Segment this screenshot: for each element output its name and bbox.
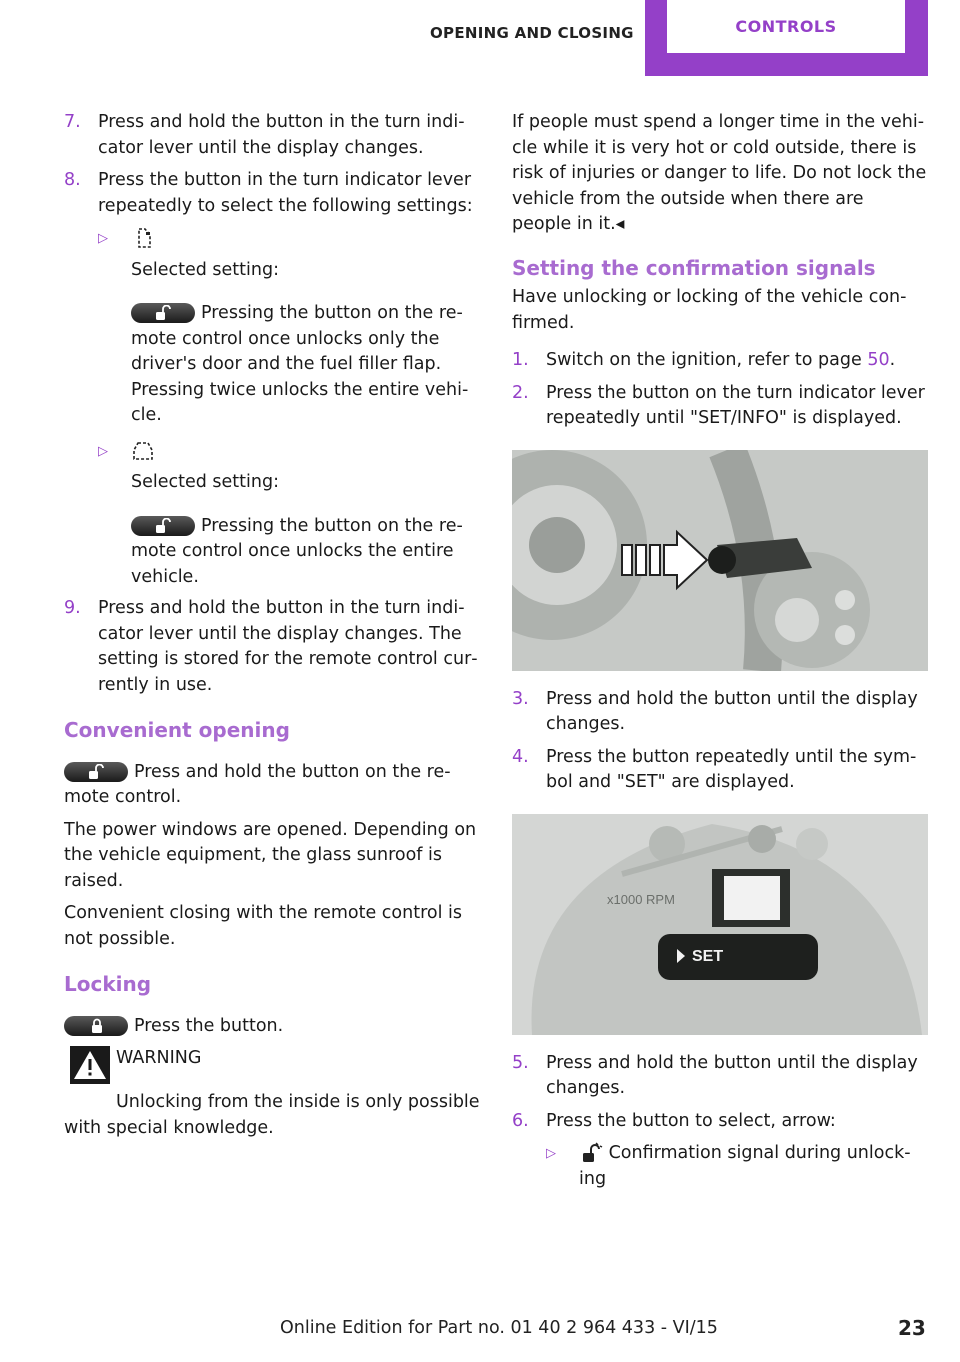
intro-warning-text: If people must spend a longer time in the vehicle while it is very hot or cold outside, there is risk of injuries or danger to life. Do not lock the vehicle from the outside when there are people in it.◂: [512, 112, 927, 234]
step-text: Press and hold the button until the display changes.: [546, 688, 918, 734]
selected-setting-label: Selected setting:: [131, 472, 279, 492]
convenient-opening-heading: Convenient opening: [64, 718, 290, 742]
remote-unlock-key-icon: [131, 516, 195, 536]
section-title: OPENING AND CLOSING: [430, 24, 634, 42]
step-1: [512, 348, 928, 374]
right-column: [512, 110, 928, 1196]
step-2: [512, 381, 928, 432]
selected-setting-label: Selected setting:: [131, 259, 279, 280]
step-text: Press the button in the turn indicator lever repeatedly to select the following settings:: [98, 170, 473, 216]
convenient-opening-text: Press and hold the button on the remote control.: [64, 761, 451, 807]
step-5: [512, 1051, 928, 1102]
vehicle-icon: [131, 439, 155, 463]
step-number: 7.: [64, 112, 81, 132]
step-number: 5.: [512, 1052, 529, 1073]
option-text: Confirmation signal during unlocking: [579, 1143, 911, 1189]
step-text: Press the button on the turn indicator lever repeatedly until "SET/INFO" is displayed.: [546, 382, 925, 428]
step-text: Press the button to select, arrow:: [546, 1110, 836, 1131]
step-number: 9.: [64, 598, 81, 618]
step-7: [64, 110, 480, 161]
step-number: 4.: [512, 746, 529, 767]
step-6: [512, 1109, 928, 1135]
setting-option-1: [98, 226, 480, 429]
step-number: 6.: [512, 1110, 529, 1131]
lead-text: Have unlocking or locking of the vehicle confirmed.: [512, 287, 907, 333]
page-number: 23: [898, 1316, 926, 1340]
step-8: [64, 168, 480, 219]
step-number: 1.: [512, 350, 529, 370]
page-link[interactable]: 50: [867, 350, 890, 370]
setting-description: Pressing the button on the remote control once unlocks only the driver's door and the fuel filler flap. Pressing twice unlocks the entire vehicle.: [131, 303, 469, 425]
unlock-signal-icon: [579, 1141, 603, 1165]
warning-text: Unlocking from the inside is only possible with special knowledge.: [64, 1092, 480, 1138]
chapter-tab-label: CONTROLS: [667, 0, 905, 53]
step-9: [64, 596, 480, 698]
step-number: 8.: [64, 170, 81, 190]
confirmation-signals-heading: Setting the confirmation signals: [512, 255, 876, 280]
driver-door-icon: [131, 226, 155, 250]
step-3: [512, 687, 928, 738]
warning-block: [64, 1046, 480, 1084]
confirmation-option: [546, 1141, 928, 1192]
step-4: [512, 745, 928, 796]
gauge-label: x1000 RPM: [607, 891, 675, 907]
step-text-end: .: [889, 350, 896, 370]
bullet-arrow: ▷: [98, 231, 108, 246]
locking-text: Press the button.: [134, 1015, 284, 1036]
turn-indicator-lever-photo: [512, 450, 928, 671]
setting-description: Pressing the button on the remote control once unlocks the entire vehicle.: [131, 515, 463, 587]
remote-lock-key-icon: [64, 1016, 128, 1036]
step-text: Press the button repeatedly until the symbol and "SET" are displayed.: [546, 746, 917, 792]
warning-icon: [64, 1046, 116, 1084]
step-text: Press and hold the button in the turn indicator lever until the display changes.: [98, 112, 465, 158]
bullet-arrow: ▷: [546, 1146, 556, 1161]
step-number: 3.: [512, 688, 529, 709]
step-text: Press and hold the button until the display changes.: [546, 1052, 918, 1098]
bullet-arrow: ▷: [98, 443, 108, 459]
chapter-tab: [645, 0, 928, 76]
remote-unlock-key-icon: [64, 762, 128, 782]
display-set-text: SET: [692, 947, 724, 965]
convenient-closing-text: Convenient closing with the remote control is not possible.: [64, 903, 463, 949]
warning-title: WARNING: [116, 1048, 202, 1068]
step-text: Press and hold the button in the turn indicator lever until the display changes. The setting is stored for the remote control currently in use.: [98, 598, 478, 695]
remote-unlock-key-icon: [131, 303, 195, 323]
locking-heading: Locking: [64, 972, 152, 996]
step-text: Switch on the ignition, refer to page: [546, 350, 868, 370]
power-windows-text: The power windows are opened. Depending on the vehicle equipment, the glass sunroof is raised.: [64, 819, 477, 891]
left-column: [64, 110, 480, 1141]
step-number: 2.: [512, 382, 529, 403]
instrument-display-photo: [512, 814, 928, 1035]
setting-option-2: [98, 439, 480, 591]
footer-edition: Online Edition for Part no. 01 40 2 964 433 - VI/15: [280, 1318, 718, 1338]
settings-list: [98, 226, 480, 590]
